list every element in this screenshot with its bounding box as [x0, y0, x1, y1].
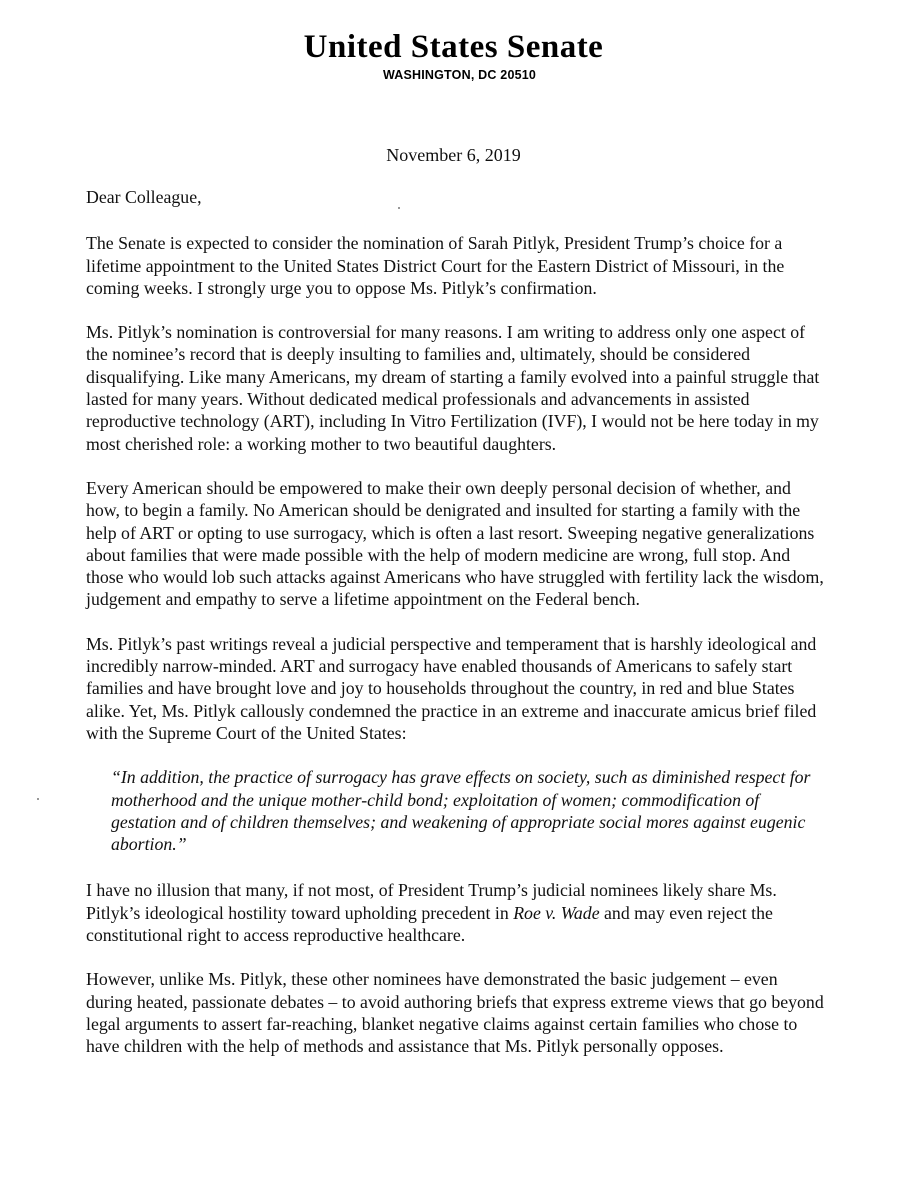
paragraph-closing: However, unlike Ms. Pitlyk, these other nominees have demonstrated the basic judgement – even during heated, passionate debates – to avoid authoring briefs that express extreme views that go beyond legal arguments to assert far-reaching, blanket negative claims against certain families who chose to have children with the help of methods and assistance that Ms. Pitlyk personally opposes.: [86, 969, 824, 1057]
paragraph-writings: Ms. Pitlyk’s past writings reveal a judicial perspective and temperament that is harshly ideological and incredibly narrow-minded. ART and surrogacy have enabled thousands of Americans to safely start families and have brought love and joy to households throughout the country, in red and blue States alike. Yet, Ms. Pitlyk callously condemned the practice in an extreme and inaccurate amicus brief filed with the Supreme Court of the United States:: [86, 633, 817, 743]
letterhead: [0, 28, 907, 82]
paragraph-personal: Ms. Pitlyk’s nomination is controversial for many reasons. I am writing to address only one aspect of the nominee’s record that is deeply insulting to families and, ultimately, should be considered disqualifying. Like many Americans, my dream of starting a family evolved into a painful struggle that lasted for many years. Without dedicated medical professionals and advancements in assisted reproductive technology (ART), including In Vitro Fertilization (IVF), I would not be here today in my most cherished role: a working mother to two beautiful daughters.: [86, 322, 820, 454]
paragraph-intro: The Senate is expected to consider the nomination of Sarah Pitlyk, President Trump’s choice for a lifetime appointment to the United States District Court for the Eastern District of Missouri, in the coming weeks. I strongly urge you to oppose Ms. Pitlyk’s confirmation.: [86, 233, 785, 298]
letterhead-address: WASHINGTON, DC 20510: [382, 68, 537, 82]
paragraph-roe-before: I have no illusion that many, if not most, of President Trump’s judicial nominees likely share Ms. Pitlyk’s ideological hostility toward upholding precedent in: [86, 880, 777, 923]
letter-body: [86, 186, 826, 1080]
paragraph-empowerment: Every American should be empowered to make their own deeply personal decision of whether, and how, to begin a family. No American should be denigrated and insulted for starting a family with the help of ART or opting to use surrogacy, which is often a last resort. Sweeping negative generalizations about families that were made possible with the help of modern medicine are wrong, full stop. And those who would lob such attacks against Americans who have struggled with fertility lack the wisdom, judgement and empathy to serve a lifetime appointment on the Federal bench.: [86, 477, 824, 610]
paper-speck: [37, 798, 39, 800]
letterhead-title: United States Senate: [303, 29, 604, 65]
salutation: Dear Colleague,: [86, 187, 202, 207]
paper-speck: [398, 207, 400, 209]
case-name: Roe v. Wade: [513, 902, 600, 923]
paragraph-roe-after: and may even reject the constitutional right to access reproductive healthcare.: [86, 902, 773, 946]
letter-date: November 6, 2019: [386, 145, 521, 165]
amicus-brief-quote: “In addition, the practice of surrogacy has grave effects on society, such as diminished respect for motherhood and the unique mother-child bond; exploitation of women; commodification of gestation and of children themselves; and weakening of appropriate social mores against eugenic abortion.”: [111, 767, 811, 855]
paragraph-roe: [86, 879, 826, 946]
